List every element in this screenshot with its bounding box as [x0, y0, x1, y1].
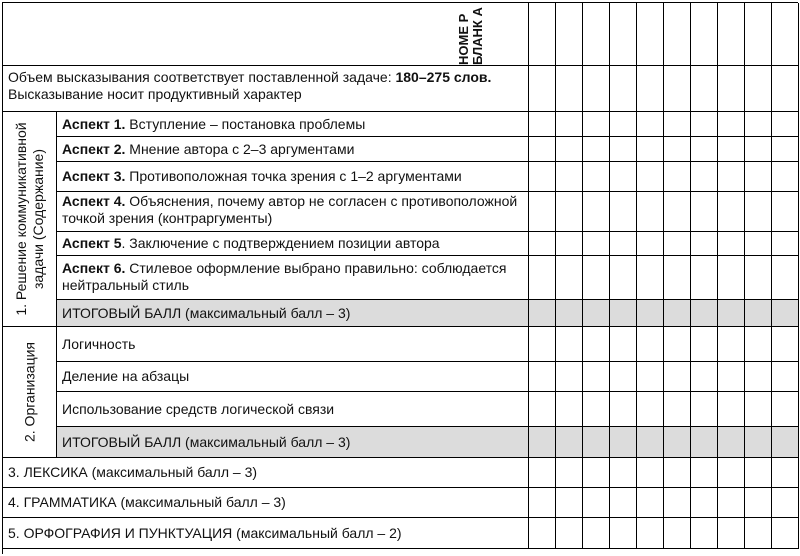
aspect-4-title: Аспект 4. [62, 193, 126, 209]
score-cell[interactable] [529, 3, 556, 66]
score-cell[interactable] [691, 327, 718, 362]
score-cell[interactable] [529, 232, 556, 256]
score-cell[interactable] [556, 518, 583, 549]
score-cell[interactable] [583, 392, 610, 427]
aspect-2-row [57, 137, 529, 162]
score-cell[interactable] [556, 137, 583, 162]
score-cell[interactable] [529, 327, 556, 362]
score-cell[interactable] [718, 518, 745, 549]
score-cell[interactable] [745, 66, 772, 112]
score-cell[interactable] [664, 488, 691, 518]
score-cell[interactable] [529, 112, 556, 137]
score-cell[interactable] [610, 192, 637, 232]
score-cell[interactable] [637, 137, 664, 162]
score-cell[interactable] [556, 427, 583, 458]
score-cell[interactable] [718, 162, 745, 192]
score-cell[interactable] [664, 392, 691, 427]
score-cell[interactable] [691, 392, 718, 427]
score-cell[interactable] [637, 488, 664, 518]
score-cell[interactable] [583, 518, 610, 549]
score-cell[interactable] [691, 300, 718, 327]
org-item-logic: Логичность [57, 327, 529, 362]
score-cell[interactable] [583, 137, 610, 162]
score-cell[interactable] [772, 137, 799, 162]
intro-period: . [487, 69, 492, 85]
score-cell[interactable] [556, 66, 583, 112]
score-cell[interactable] [772, 162, 799, 192]
score-cell[interactable] [718, 427, 745, 458]
aspect-6-row [57, 256, 529, 300]
score-cell[interactable] [637, 427, 664, 458]
score-cell[interactable] [529, 192, 556, 232]
score-cell[interactable] [583, 112, 610, 137]
score-cell[interactable] [637, 3, 664, 66]
aspect-6-text: Стилевое оформление выбрано правильно: соблюдается нейтральный стиль [62, 260, 507, 293]
score-cell[interactable] [610, 112, 637, 137]
score-cell[interactable] [583, 66, 610, 112]
score-cell[interactable] [529, 362, 556, 392]
score-cell[interactable] [691, 137, 718, 162]
score-cell[interactable] [745, 392, 772, 427]
score-cell[interactable] [772, 392, 799, 427]
score-cell[interactable] [664, 137, 691, 162]
score-cell[interactable] [745, 192, 772, 232]
score-cell[interactable] [529, 488, 556, 518]
score-cell[interactable] [583, 256, 610, 300]
score-cell[interactable] [556, 3, 583, 66]
score-cell[interactable] [610, 3, 637, 66]
score-cell[interactable] [637, 232, 664, 256]
score-cell[interactable] [745, 162, 772, 192]
score-cell[interactable] [745, 458, 772, 488]
form-number-label: НОМЕ Р БЛАНК А [456, 7, 485, 65]
score-cell[interactable] [691, 192, 718, 232]
score-cell[interactable] [745, 427, 772, 458]
score-cell[interactable] [637, 300, 664, 327]
score-cell[interactable] [556, 362, 583, 392]
score-cell[interactable] [664, 300, 691, 327]
score-cell[interactable] [556, 488, 583, 518]
score-cell[interactable] [691, 232, 718, 256]
score-cell[interactable] [772, 192, 799, 232]
intro-row [3, 66, 529, 112]
score-cell[interactable] [529, 162, 556, 192]
score-cell[interactable] [664, 192, 691, 232]
score-cell[interactable] [691, 256, 718, 300]
score-cell[interactable] [610, 162, 637, 192]
score-cell[interactable] [772, 518, 799, 549]
aspect-4-text: Объяснения, почему автор не согласен с противоположной точкой зрения (контраргументы) [62, 193, 518, 226]
score-cell[interactable] [529, 392, 556, 427]
score-cell[interactable] [718, 392, 745, 427]
score-cell[interactable] [691, 362, 718, 392]
score-cell[interactable] [529, 256, 556, 300]
score-cell[interactable] [772, 458, 799, 488]
aspect-5-text: . Заключение с подтверждением позиции автора [121, 235, 440, 251]
score-cell[interactable] [745, 327, 772, 362]
score-cell[interactable] [637, 518, 664, 549]
score-cell[interactable] [772, 66, 799, 112]
score-cell[interactable] [691, 488, 718, 518]
score-cell[interactable] [745, 3, 772, 66]
score-cell[interactable] [637, 458, 664, 488]
section2-total: ИТОГОВЫЙ БАЛЛ (максимальный балл – 3) [57, 427, 529, 458]
score-cell[interactable] [556, 458, 583, 488]
score-cell[interactable] [556, 162, 583, 192]
score-cell[interactable] [691, 112, 718, 137]
score-cell[interactable] [691, 427, 718, 458]
intro-word-count: 180–275 слов [395, 69, 488, 85]
score-cell[interactable] [745, 112, 772, 137]
score-cell[interactable] [610, 232, 637, 256]
score-cell[interactable] [637, 327, 664, 362]
score-cell[interactable] [664, 362, 691, 392]
score-cell[interactable] [610, 488, 637, 518]
score-cell[interactable] [529, 137, 556, 162]
score-cell[interactable] [718, 3, 745, 66]
score-cell[interactable] [583, 3, 610, 66]
section2-label: 2. Организация [21, 341, 37, 443]
score-cell[interactable] [610, 362, 637, 392]
score-cell[interactable] [556, 112, 583, 137]
score-cell[interactable] [637, 162, 664, 192]
score-cell[interactable] [718, 232, 745, 256]
score-cell[interactable] [610, 66, 637, 112]
score-cell[interactable] [556, 392, 583, 427]
section2-label-cell [3, 327, 57, 458]
score-cell[interactable] [637, 192, 664, 232]
score-cell[interactable] [745, 300, 772, 327]
aspect-3-text: Противоположная точка зрения с 1–2 аргументами [125, 168, 462, 184]
score-cell[interactable] [583, 488, 610, 518]
section1-total: ИТОГОВЫЙ БАЛЛ (максимальный балл – 3) [57, 300, 529, 327]
score-cell[interactable] [745, 362, 772, 392]
score-cell[interactable] [610, 392, 637, 427]
section3-label: 3. ЛЕКСИКА (максимальный балл – 3) [3, 458, 529, 488]
score-cell[interactable] [583, 192, 610, 232]
score-cell[interactable] [637, 256, 664, 300]
section1-label: 1. Решение коммуникативной задачи (Содержание) [12, 122, 46, 316]
score-cell[interactable] [664, 518, 691, 549]
score-cell[interactable] [772, 427, 799, 458]
score-cell[interactable] [610, 518, 637, 549]
section5-label: 5. ОРФОГРАФИЯ И ПУНКТУАЦИЯ (максимальный балл – 2) [3, 518, 529, 549]
score-cell[interactable] [583, 327, 610, 362]
score-cell[interactable] [610, 256, 637, 300]
score-cell[interactable] [637, 392, 664, 427]
aspect-5-row [57, 232, 529, 256]
org-item-linking: Использование средств логической связи [57, 392, 529, 427]
score-cell[interactable] [556, 300, 583, 327]
score-cell[interactable] [556, 192, 583, 232]
score-cell[interactable] [718, 362, 745, 392]
score-cell[interactable] [610, 458, 637, 488]
score-cell[interactable] [664, 427, 691, 458]
score-cell[interactable] [583, 427, 610, 458]
score-cell[interactable] [637, 66, 664, 112]
score-cell[interactable] [583, 362, 610, 392]
score-cell[interactable] [637, 112, 664, 137]
score-cell[interactable] [691, 518, 718, 549]
score-cell[interactable] [772, 327, 799, 362]
score-cell[interactable] [772, 488, 799, 518]
assessment-table [2, 2, 798, 554]
score-cell[interactable] [637, 362, 664, 392]
score-cell[interactable] [664, 232, 691, 256]
score-cell[interactable] [556, 256, 583, 300]
score-cell[interactable] [529, 518, 556, 549]
score-cell[interactable] [556, 232, 583, 256]
score-cell[interactable] [529, 458, 556, 488]
score-cell[interactable] [610, 427, 637, 458]
score-cell[interactable] [745, 488, 772, 518]
score-cell[interactable] [718, 327, 745, 362]
aspect-6-title: Аспект 6. [62, 260, 126, 276]
score-cell[interactable] [745, 137, 772, 162]
score-cell[interactable] [718, 256, 745, 300]
score-cell[interactable] [691, 162, 718, 192]
aspect-3-row [57, 162, 529, 192]
score-cell[interactable] [745, 256, 772, 300]
score-cell[interactable] [718, 192, 745, 232]
score-cell[interactable] [583, 300, 610, 327]
aspect-5-title: Аспект 5 [62, 235, 122, 251]
score-cell[interactable] [529, 66, 556, 112]
score-cell[interactable] [610, 137, 637, 162]
score-cell[interactable] [664, 458, 691, 488]
section4-label: 4. ГРАММАТИКА (максимальный балл – 3) [3, 488, 529, 518]
score-cell[interactable] [691, 458, 718, 488]
score-cell[interactable] [718, 300, 745, 327]
table-header [3, 3, 529, 66]
score-cell[interactable] [745, 518, 772, 549]
score-cell[interactable] [610, 300, 637, 327]
score-cell[interactable] [529, 300, 556, 327]
score-cell[interactable] [556, 327, 583, 362]
score-cell[interactable] [772, 112, 799, 137]
score-cell[interactable] [772, 232, 799, 256]
score-cell[interactable] [664, 112, 691, 137]
aspect-2-title: Аспект 2. [62, 140, 126, 157]
score-cell[interactable] [772, 362, 799, 392]
score-cell[interactable] [718, 488, 745, 518]
score-cell[interactable] [664, 162, 691, 192]
score-cell[interactable] [718, 458, 745, 488]
score-cell[interactable] [772, 300, 799, 327]
score-cell[interactable] [583, 232, 610, 256]
score-cell[interactable] [664, 3, 691, 66]
intro-line1-prefix: Объем высказывания соответствует поставленной задаче: [8, 69, 396, 85]
score-cell[interactable] [691, 3, 718, 66]
score-cell[interactable] [664, 256, 691, 300]
score-cell[interactable] [583, 458, 610, 488]
aspect-3-title: Аспект 3. [62, 168, 126, 184]
aspect-1-title: Аспект 1. [62, 115, 126, 132]
score-cell[interactable] [718, 66, 745, 112]
score-cell[interactable] [664, 66, 691, 112]
score-cell[interactable] [772, 256, 799, 300]
score-cell[interactable] [583, 162, 610, 192]
section1-label-cell [3, 112, 57, 327]
score-cell[interactable] [610, 327, 637, 362]
score-cell[interactable] [745, 232, 772, 256]
score-cell[interactable] [772, 3, 799, 66]
aspect-4-row [57, 192, 529, 232]
aspect-1-text: Вступление – постановка проблемы [125, 115, 366, 132]
org-item-paragraphs: Деление на абзацы [57, 362, 529, 392]
score-cell[interactable] [718, 137, 745, 162]
aspect-2-text: Мнение автора с 2–3 аргументами [125, 140, 355, 157]
aspect-1-row [57, 112, 529, 137]
score-cell[interactable] [718, 112, 745, 137]
score-cell[interactable] [664, 327, 691, 362]
score-cell[interactable] [529, 427, 556, 458]
intro-line2: Высказывание носит продуктивный характер [8, 86, 302, 102]
score-cell[interactable] [691, 66, 718, 112]
